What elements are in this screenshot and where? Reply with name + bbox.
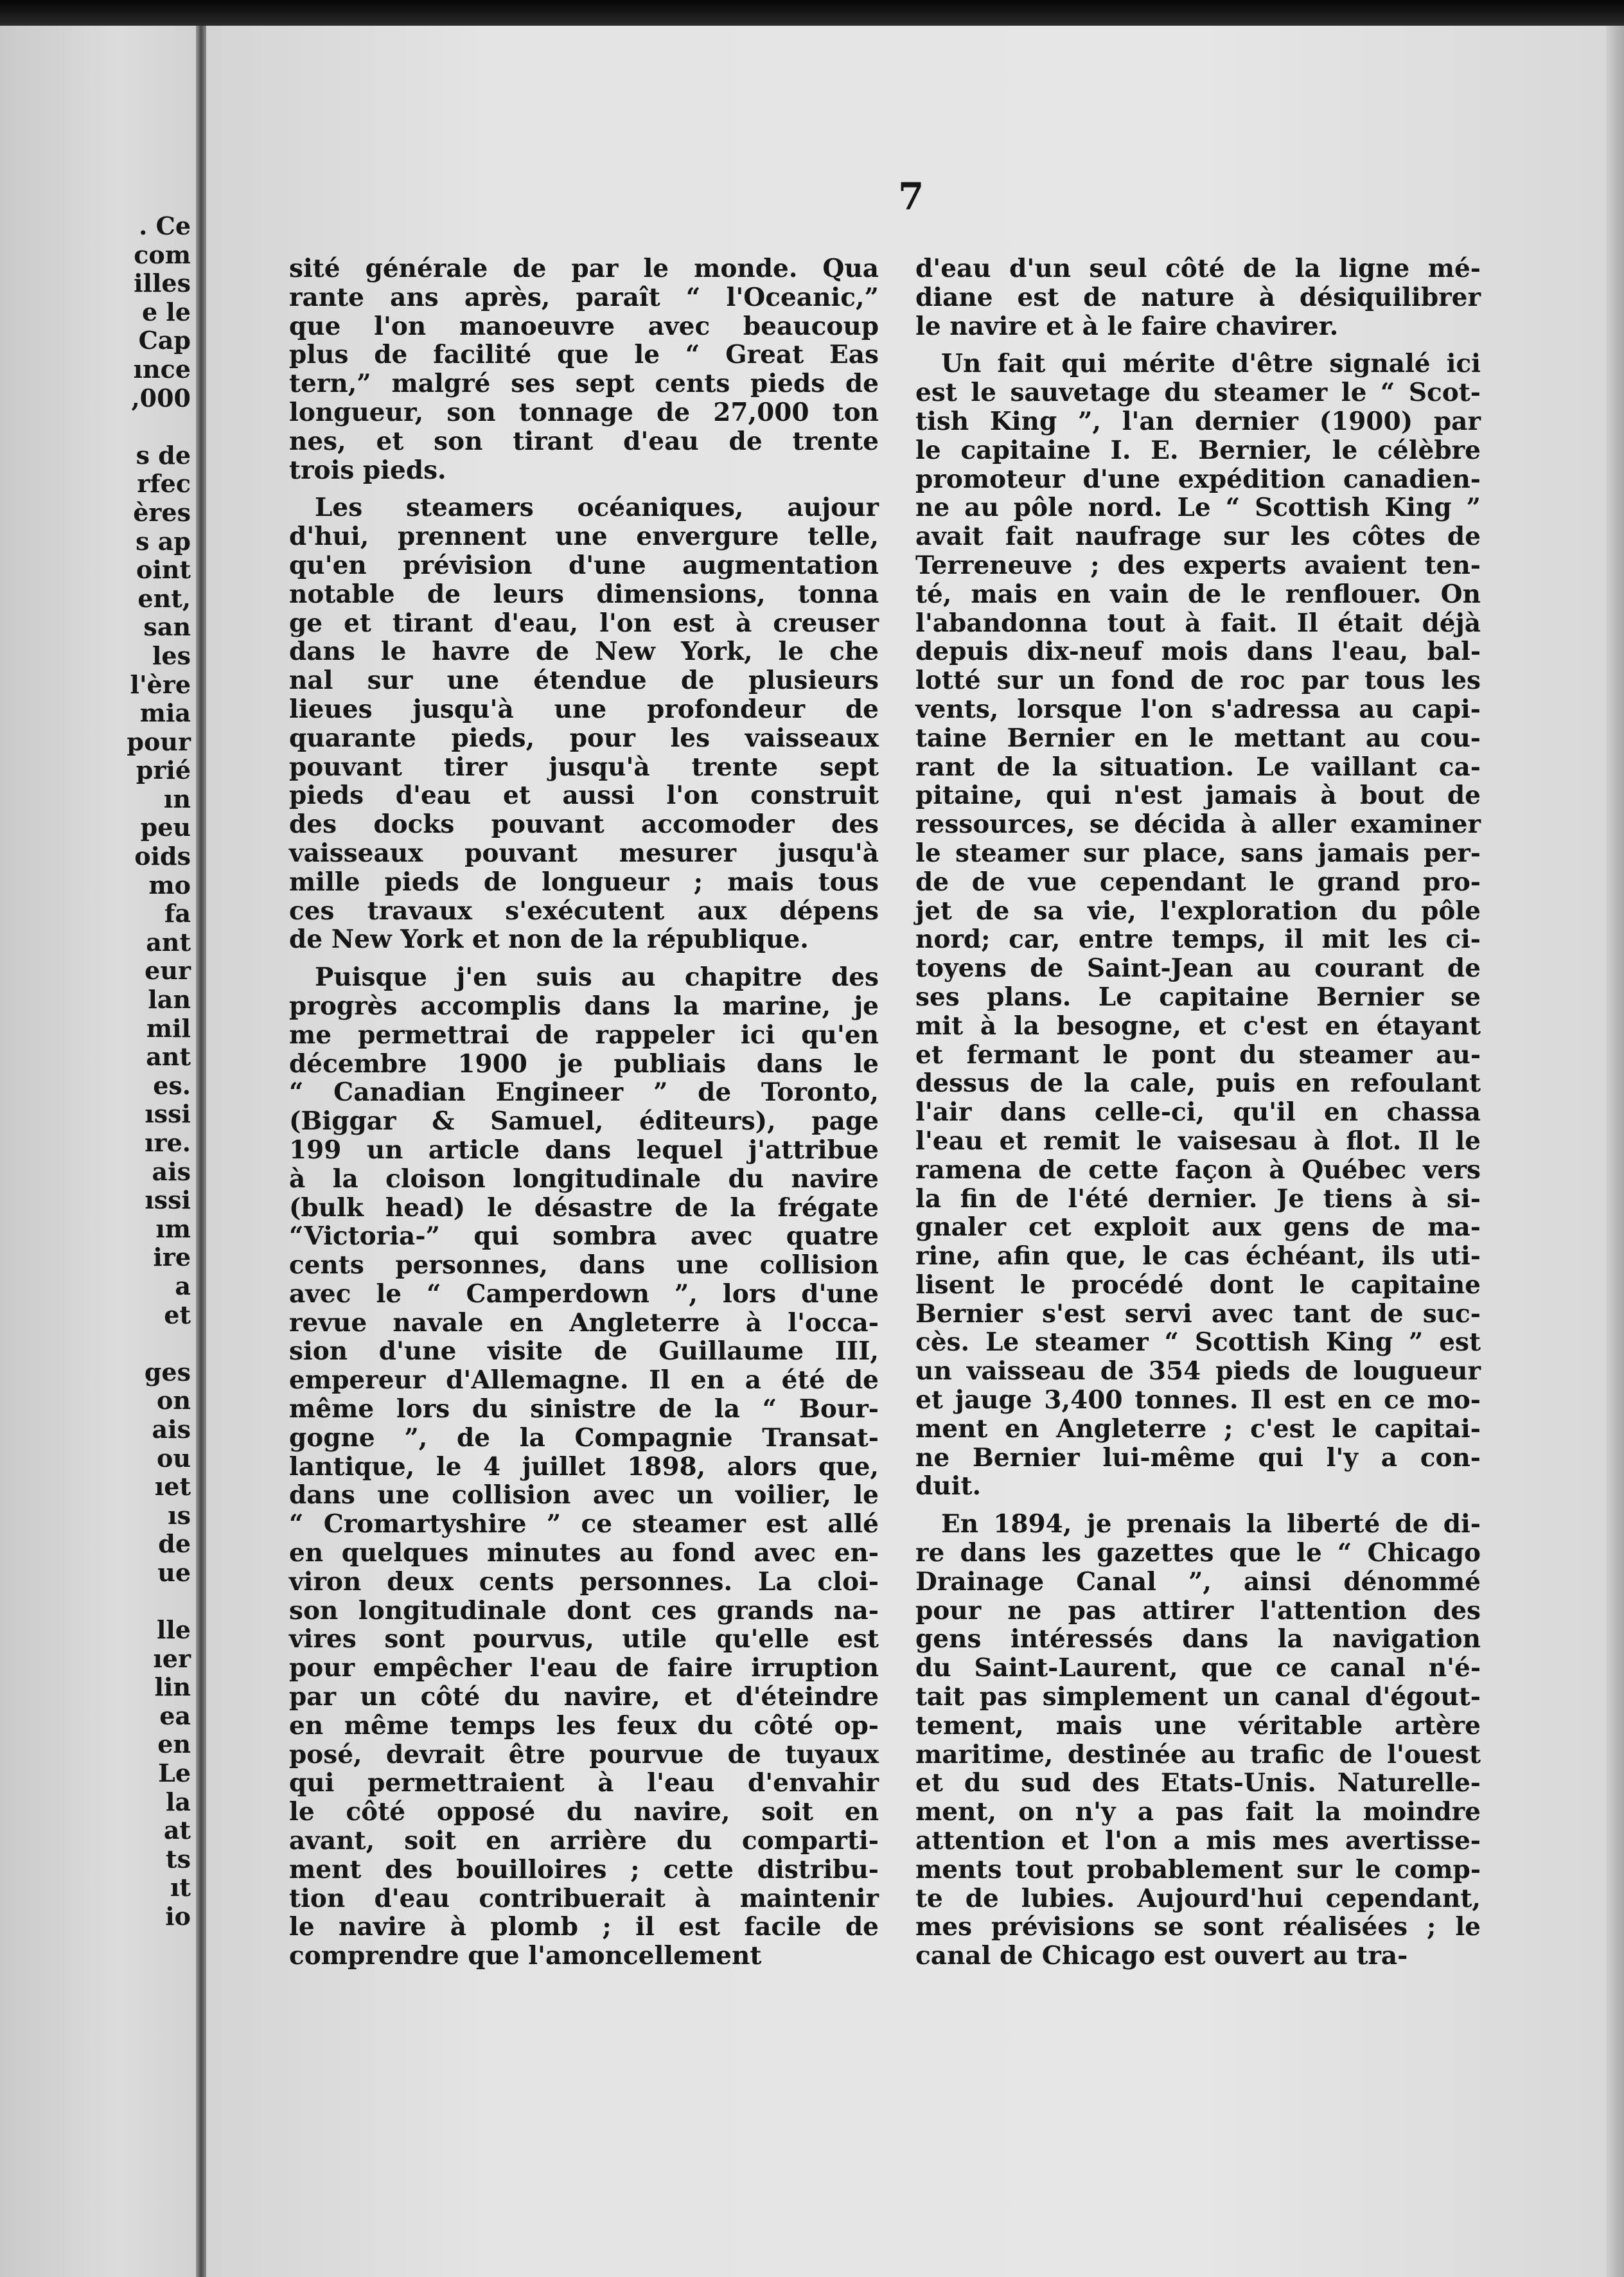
text-line: te de lubies. Aujourd'hui cependant,: [915, 1883, 1481, 1913]
text-line: du Saint-Laurent, que ce canal n'é-: [915, 1653, 1481, 1683]
fragment-line: ıet: [154, 1472, 191, 1502]
text-line: qu'en prévision d'une augmentation: [289, 550, 879, 580]
fragment-line: mia: [139, 698, 191, 728]
text-line: ses plans. Le capitaine Bernier se: [915, 982, 1481, 1012]
fragment-line: peu: [140, 813, 191, 842]
fragment-line: s de: [136, 440, 191, 470]
text-line: taine Bernier en le mettant au cou-: [915, 723, 1481, 753]
paragraph: [289, 254, 879, 484]
text-line: vaisseaux pouvant mesurer jusqu'à: [289, 838, 879, 868]
fragment-line: fa: [164, 899, 191, 928]
fragment-line: pour: [127, 727, 191, 756]
text-line: le steamer sur place, sans jamais per-: [915, 838, 1481, 868]
text-line: quarante pieds, pour les vaisseaux: [289, 723, 879, 753]
text-line: gens intéressés dans la navigation: [915, 1624, 1481, 1654]
text-line: en même temps les feux du côté op-: [289, 1710, 879, 1741]
text-line: me permettrai de rappeler ici qu'en: [289, 1020, 879, 1050]
text-line: le navire à plomb ; il est facile de: [289, 1912, 879, 1942]
fragment-line: ıssi: [145, 1185, 191, 1215]
text-line: un vaisseau de 354 pieds de lougueur: [915, 1356, 1481, 1387]
book-spine: [196, 26, 206, 2277]
text-line: revue navale en Angleterre à l'occa-: [289, 1307, 879, 1338]
fragment-line: rfec: [137, 469, 191, 499]
text-line: pitaine, qui n'est jamais à bout de: [915, 781, 1481, 811]
text-line: tait pas simplement un canal d'égout-: [915, 1682, 1481, 1712]
text-line: empereur d'Allemagne. Il en a été de: [289, 1365, 879, 1395]
text-line: tern,” malgré ses sept cents pieds de: [289, 369, 879, 399]
fragment-line: ais: [152, 1156, 191, 1186]
paragraph-gap: [915, 1501, 1481, 1510]
text-line: l'eau et remit le vaisesau à flot. Il le: [915, 1126, 1481, 1156]
text-line: lisent le procédé dont le capitaine: [915, 1270, 1481, 1300]
left-page-fragments: [11, 212, 191, 1931]
text-line: dans une collision avec un voilier, le: [289, 1480, 879, 1511]
text-line: tement, mais une véritable artère: [915, 1710, 1481, 1741]
paragraph: [915, 350, 1481, 1501]
fragment-line: illes: [134, 269, 191, 298]
text-line: le navire et à le faire chavirer.: [915, 311, 1339, 341]
text-line: maritime, destinée au trafic de l'ouest: [915, 1739, 1481, 1769]
text-line: rine, afin que, le cas échéant, ils uti-: [915, 1241, 1481, 1271]
fragment-line: es.: [153, 1070, 191, 1100]
fragment-line: on: [157, 1386, 191, 1415]
text-line: Terreneuve ; des experts avaient ten-: [915, 550, 1481, 580]
text-line: Bernier s'est servi avec tant de suc-: [915, 1298, 1481, 1329]
text-line: lantique, le 4 juillet 1898, alors que,: [289, 1451, 879, 1482]
text-line: et fermant le pont du steamer au-: [915, 1040, 1481, 1070]
text-line: ment en Angleterre ; c'est le capitai-: [915, 1413, 1481, 1444]
text-line: nes, et son tirant d'eau de trente: [289, 426, 879, 456]
text-line: décembre 1900 je publiais dans le: [289, 1049, 879, 1079]
text-line: pouvant tirer jusqu'à trente sept: [289, 752, 879, 782]
fragment-line: oids: [134, 842, 191, 871]
text-line: té, mais en vain de le renflouer. On: [915, 579, 1481, 609]
text-line: Drainage Canal ”, ainsi dénommé: [915, 1566, 1481, 1597]
text-line: même lors du sinistre de la “ Bour-: [289, 1394, 879, 1424]
fragment-line: [11, 1588, 191, 1617]
fragment-line: de: [158, 1529, 191, 1559]
text-line: dessus de la cale, puis en refoulant: [915, 1068, 1481, 1099]
paragraph: [289, 963, 879, 1971]
text-line: ces travaux s'exécutent aux dépens: [289, 896, 879, 926]
text-line: sion d'une visite de Guillaume III,: [289, 1336, 879, 1367]
fragment-line: at: [163, 1816, 191, 1845]
text-line: avec le “ Camperdown ”, lors d'une: [289, 1279, 879, 1309]
fragment-line: [11, 412, 191, 441]
text-line: vents, lorsque l'on s'adressa au capi-: [915, 694, 1481, 724]
fragment-line: ,000: [131, 383, 191, 412]
text-line: pour empêcher l'eau de faire irruption: [289, 1653, 879, 1683]
text-line: viron deux cents personnes. La cloi-: [289, 1566, 879, 1597]
paragraph: [289, 493, 879, 954]
text-line: ment, on n'y a pas fait la moindre: [915, 1797, 1481, 1827]
text-line: comprendre que l'amoncellement: [289, 1941, 762, 1971]
fragment-line: prié: [136, 756, 191, 785]
text-line: qui permettraient à l'eau d'envahir: [289, 1768, 879, 1798]
text-line: nal sur une étendue de plusieurs: [289, 666, 879, 696]
text-line: d'hui, prennent une envergure telle,: [289, 522, 879, 552]
text-line: diane est de nature à désiquilibrer: [915, 282, 1481, 312]
text-line: re dans les gazettes que le “ Chicago: [915, 1538, 1481, 1568]
fragment-line: ts: [166, 1844, 191, 1874]
fragment-line: Cap: [138, 326, 191, 355]
text-line: avait fait naufrage sur les côtes de: [915, 522, 1481, 552]
text-line: ge et tirant d'eau, l'on est à creuser: [289, 608, 879, 638]
text-line: et du sud des Etats-Unis. Naturelle-: [915, 1768, 1481, 1798]
paragraph-gap: [289, 954, 879, 963]
text-line: est le sauvetage du steamer le “ Scot-: [915, 378, 1481, 408]
text-line: “ Canadian Engineer ” de Toronto,: [289, 1077, 879, 1108]
text-line: depuis dix-neuf mois dans l'eau, bal-: [915, 637, 1481, 667]
text-line: “Victoria-” qui sombra avec quatre: [289, 1221, 879, 1252]
text-line: nord; car, entre temps, il mit les ci-: [915, 925, 1481, 955]
text-line: progrès accomplis dans la marine, je: [289, 991, 879, 1021]
fragment-line: ınce: [133, 354, 191, 384]
fragment-line: l'ère: [130, 669, 191, 699]
fragment-line: ant: [146, 927, 191, 957]
text-line: son longitudinale dont ces grands na-: [289, 1595, 879, 1626]
paragraph: [915, 254, 1481, 341]
fragment-line: ıt: [170, 1873, 191, 1902]
text-column-left: [289, 254, 879, 1971]
text-line: lotté sur un fond de roc par tous les: [915, 666, 1481, 696]
text-line: posé, devrait être pourvue de tuyaux: [289, 1739, 879, 1769]
text-line: “ Cromartyshire ” ce steamer est allé: [289, 1509, 879, 1539]
fragment-line: ou: [157, 1443, 191, 1473]
text-line: d'eau d'un seul côté de la ligne mé-: [915, 254, 1481, 283]
text-line: avant, soit en arrière du comparti-: [289, 1826, 879, 1856]
text-line: ments tout probablement sur le comp-: [915, 1854, 1481, 1884]
text-line: duit.: [915, 1471, 982, 1502]
paragraph-gap: [915, 341, 1481, 350]
fragment-line: ue: [157, 1557, 191, 1587]
fragment-line: ıer: [153, 1644, 191, 1673]
fragment-line: ıs: [168, 1500, 191, 1530]
fragment-line: ea: [159, 1701, 191, 1730]
text-line: notable de leurs dimensions, tonna: [289, 579, 879, 609]
text-line: par un côté du navire, et d'éteindre: [289, 1682, 879, 1712]
text-column-right: [915, 254, 1481, 1971]
text-line: (bulk head) le désastre de la frégate: [289, 1192, 879, 1223]
fragment-line: [11, 1329, 191, 1358]
text-line: Les steamers océaniques, aujour: [315, 493, 879, 523]
fragment-line: ais: [152, 1414, 191, 1444]
text-line: de New York et non de la république.: [289, 925, 809, 955]
text-line: plus de facilité que le “ Great Eas: [289, 340, 879, 370]
fragment-line: ire: [153, 1243, 191, 1272]
text-line: mille pieds de longueur ; mais tous: [289, 867, 879, 897]
left-page-edge: [0, 26, 196, 2277]
fragment-line: ın: [163, 784, 191, 813]
text-line: attention et l'on a mis mes avertisse-: [915, 1826, 1481, 1856]
text-line: ramena de cette façon à Québec vers: [915, 1155, 1481, 1185]
paragraph: [915, 1510, 1481, 1971]
fragment-line: les: [152, 641, 191, 670]
text-line: Puisque j'en suis au chapitre des: [315, 962, 879, 993]
text-line: longueur, son tonnage de 27,000 ton: [289, 397, 879, 427]
fragment-line: ım: [155, 1214, 191, 1243]
text-line: promoteur d'une expédition canadien-: [915, 464, 1481, 494]
fragment-line: en: [157, 1730, 191, 1759]
text-line: rant de la situation. Le vaillant ca-: [915, 752, 1481, 782]
text-line: l'air dans celle-ci, qu'il en chassa: [915, 1097, 1481, 1128]
fragment-line: ıssi: [145, 1099, 191, 1129]
fragment-line: io: [165, 1902, 191, 1931]
fragment-line: ıre.: [145, 1128, 191, 1157]
text-line: mit à la besogne, et c'est en étayant: [915, 1011, 1481, 1041]
page-number: 7: [898, 175, 924, 218]
text-line: tish King ”, l'an dernier (1900) par: [915, 406, 1481, 436]
text-line: trois pieds.: [289, 455, 446, 485]
fragment-line: s ap: [136, 526, 191, 556]
fragment-line: Le: [158, 1759, 191, 1788]
fragment-line: e le: [141, 297, 191, 326]
text-line: vires sont pourvus, utile qu'elle est: [289, 1624, 879, 1654]
paragraph-gap: [289, 484, 879, 493]
fragment-line: mo: [148, 870, 191, 899]
text-line: cents personnes, dans une collision: [289, 1250, 879, 1280]
fragment-line: com: [134, 240, 191, 269]
text-line: que l'on manoeuvre avec beaucoup: [289, 311, 879, 341]
text-line: mes prévisions se sont réalisées ; le: [915, 1912, 1481, 1942]
text-line: gogne ”, de la Compagnie Transat-: [289, 1422, 879, 1453]
text-line: pour ne pas attirer l'attention des: [915, 1595, 1481, 1626]
text-line: à la cloison longitudinale du navire: [289, 1164, 879, 1194]
text-line: et jauge 3,400 tonnes. Il est en ce mo-: [915, 1385, 1481, 1415]
fragment-line: ant: [146, 1042, 191, 1072]
text-line: lieues jusqu'à une profondeur de: [289, 694, 879, 724]
text-line: toyens de Saint-Jean au courant de: [915, 953, 1481, 984]
text-line: gnaler cet exploit aux gens de ma-: [915, 1212, 1481, 1243]
text-line: de de vue cependant le grand pro-: [915, 867, 1481, 897]
right-page-edge: [1606, 26, 1624, 2277]
text-line: sité générale de par le monde. Qua: [289, 254, 879, 283]
fragment-line: la: [165, 1787, 191, 1816]
text-line: le côté opposé du navire, soit en: [289, 1797, 879, 1827]
text-line: ne Bernier lui-même qui l'y a con-: [915, 1442, 1481, 1473]
text-line: des docks pouvant accomoder des: [289, 810, 879, 840]
text-line: cès. Le steamer “ Scottish King ” est: [915, 1327, 1481, 1358]
text-line: tion d'eau contribuerait à maintenir: [289, 1883, 879, 1913]
text-line: En 1894, je prenais la liberté de di-: [941, 1509, 1481, 1539]
text-line: l'abandonna tout à fait. Il était déjà: [915, 608, 1481, 638]
fragment-line: eur: [145, 956, 191, 986]
fragment-line: ères: [133, 497, 191, 527]
fragment-line: et: [164, 1300, 191, 1329]
fragment-line: ges: [144, 1357, 191, 1387]
text-line: rante ans après, paraît “ l'Oceanic,”: [289, 282, 879, 312]
text-line: Un fait qui mérite d'être signalé ici: [941, 349, 1481, 379]
text-line: la fin de l'été dernier. Je tiens à si-: [915, 1183, 1481, 1214]
text-line: (Biggar & Samuel, éditeurs), page: [289, 1106, 879, 1137]
text-line: le capitaine I. E. Bernier, le célèbre: [915, 435, 1481, 465]
fragment-line: lan: [148, 985, 191, 1014]
text-line: dans le havre de New York, le che: [289, 637, 879, 667]
text-line: 199 un article dans lequel j'attribue: [289, 1135, 879, 1165]
text-line: ment des bouilloires ; cette distribu-: [289, 1854, 879, 1884]
text-line: en quelques minutes au fond avec en-: [289, 1538, 879, 1568]
text-line: ressources, se décida à aller examiner: [915, 810, 1481, 840]
text-line: pieds d'eau et aussi l'on construit: [289, 781, 879, 811]
fragment-line: lin: [154, 1672, 191, 1702]
text-line: canal de Chicago est ouvert au tra-: [915, 1941, 1408, 1971]
fragment-line: san: [143, 612, 191, 642]
fragment-line: mil: [146, 1013, 191, 1043]
text-line: ne au pôle nord. Le “ Scottish King ”: [915, 493, 1481, 523]
fragment-line: a: [175, 1271, 191, 1300]
text-line: jet de sa vie, l'exploration du pôle: [915, 896, 1481, 926]
fragment-line: lle: [156, 1615, 191, 1645]
fragment-line: oint: [136, 555, 191, 585]
scan-top-border: [0, 0, 1624, 26]
fragment-line: ent,: [137, 583, 191, 613]
fragment-line: . Ce: [139, 211, 191, 240]
